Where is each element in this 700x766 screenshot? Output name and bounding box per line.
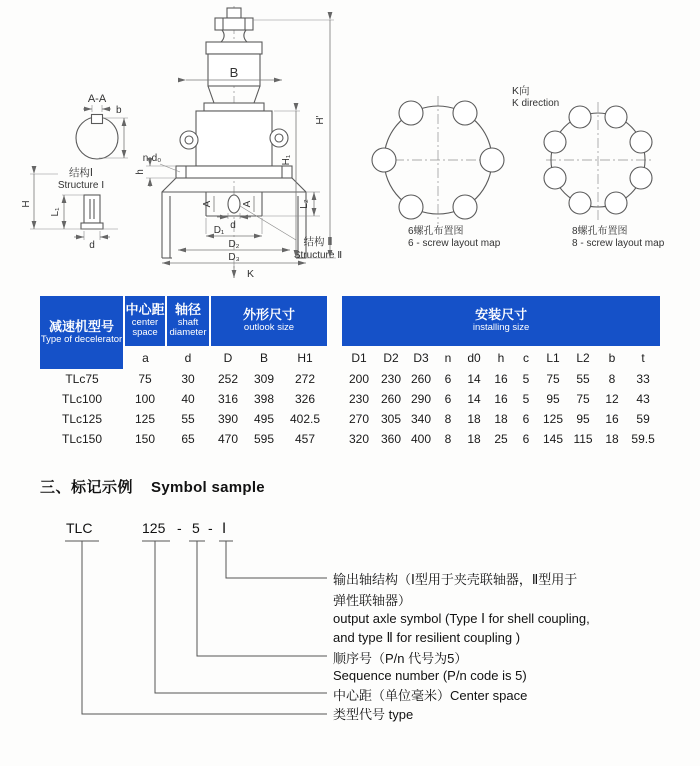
dim-label-d-out: d: [230, 220, 236, 231]
structure1-cn-label: 结构Ⅰ: [68, 167, 94, 179]
table-cell: 40: [181, 392, 195, 406]
table-cell: 340: [411, 412, 432, 426]
table-cell: 260: [381, 392, 402, 406]
subheader-row: [40, 346, 660, 369]
table-cell: 326: [294, 392, 316, 406]
table-cell: 398: [253, 392, 275, 406]
header-center-space: 中心距 center space: [124, 296, 166, 346]
six-screw-label-cn: 6螺孔布置图: [408, 226, 464, 237]
annotation-axle-en-1: output axle symbol (Type Ⅰ for shell coupling,: [333, 611, 590, 626]
table-cell: 115: [573, 432, 593, 446]
dim-label-B: B: [229, 65, 239, 80]
header-outlook-size: 外形尺寸 outlook size: [210, 296, 328, 346]
table-cell: 390: [217, 412, 239, 426]
table-cell: 457: [294, 432, 316, 446]
dim-label-L2: L₂: [299, 199, 310, 209]
model-cell: TLc150: [61, 432, 103, 446]
table-cell: 290: [411, 392, 432, 406]
annotation-axle-cn-2: 弹性联轴器）: [333, 593, 412, 608]
technical-drawing: [0, 0, 700, 292]
table-cell: 470: [217, 432, 239, 446]
k-direction-en: K direction: [512, 98, 560, 109]
annotation-seq-en: Sequence number (P/n code is 5): [333, 668, 527, 683]
symbol-sample-diagram: [0, 500, 700, 762]
table-cell: 59: [636, 412, 650, 426]
code-seq: 5: [192, 520, 200, 536]
table-cell: 305: [381, 412, 402, 426]
table-cell: 95: [546, 392, 560, 406]
shaft-collar: [81, 223, 103, 229]
table-row: [40, 409, 660, 429]
table-cell: 75: [576, 392, 590, 406]
table-row: [40, 389, 660, 409]
model-cell: TLc100: [61, 392, 103, 406]
structure2-cn-label: 结构 Ⅱ: [303, 236, 333, 248]
code-axle: Ⅰ: [222, 520, 227, 536]
table-cell: 230: [349, 392, 370, 406]
table-cell: 8: [608, 372, 616, 386]
table-cell: 309: [253, 372, 275, 386]
keyway-notch: [92, 115, 103, 124]
header-installing-size: 安装尺寸 installing size: [342, 296, 660, 346]
annotation-type: 类型代号 type: [333, 707, 414, 722]
subheader-b: b: [608, 350, 616, 365]
eight-screw-layout: [544, 102, 665, 249]
header-type-cn: 减速机型号: [48, 318, 114, 334]
table-cell: 316: [217, 392, 239, 406]
table-cell: 43: [636, 392, 650, 406]
model-cell: TLc125: [61, 412, 103, 426]
dim-label-d: d: [89, 240, 95, 251]
dim-label-D2: D₂: [228, 239, 240, 250]
subheader-a: a: [142, 350, 149, 365]
subheader-D1: D1: [351, 350, 367, 365]
subheader-d: d: [184, 350, 192, 365]
k-direction-cn: K向: [512, 85, 530, 97]
table-cell: 16: [605, 412, 619, 426]
subheader-L2: L2: [576, 350, 590, 365]
section-title: [40, 476, 265, 497]
table-cell: 5: [522, 392, 530, 406]
table-cell: 6: [444, 392, 452, 406]
table-cell: 95: [576, 412, 590, 426]
table-cell: 230: [381, 372, 402, 386]
subheader-n: n: [444, 350, 452, 365]
subheader-d0: d0: [467, 350, 481, 365]
annotation-seq-cn: 顺序号（P/n 代号为5）: [333, 651, 468, 666]
section-label: A-A: [87, 93, 107, 105]
table-cell: 6: [522, 412, 530, 426]
dim-label-H: H: [21, 200, 32, 208]
table-cell: 400: [411, 432, 432, 446]
table-cell: 18: [467, 432, 481, 446]
subheader-B: B: [259, 350, 268, 365]
model-cell: TLc75: [65, 372, 99, 386]
table-cell: 270: [349, 412, 370, 426]
structure-1-detail: [21, 166, 118, 251]
table-cell: 8: [444, 412, 452, 426]
table-cell: 100: [134, 392, 156, 406]
annotation-axle-en-2: and type Ⅱ for resilient coupling ): [333, 630, 521, 645]
table-cell: 8: [444, 432, 452, 446]
main-assembly: [135, 6, 342, 280]
section-mark-right: A: [242, 200, 253, 208]
table-cell: 55: [181, 412, 195, 426]
dim-label-H-prime: H': [315, 115, 326, 125]
header-type-en: Type of decelerator: [40, 333, 123, 345]
table-cell: 200: [349, 372, 370, 386]
header-shaft-diameter: 轴径 shaft diameter: [166, 296, 210, 346]
section-mark-left: A: [202, 200, 213, 208]
table-cell: 25: [494, 432, 508, 446]
subheader-L1: L1: [546, 350, 560, 365]
shaft-body: [84, 195, 100, 223]
table-cell: 125: [543, 412, 564, 426]
dim-label-H1: H₁: [281, 154, 292, 166]
table-cell: 150: [134, 432, 156, 446]
table-gap: [328, 296, 342, 369]
table-cell: 14: [467, 392, 481, 406]
structure1-en-label: Structure Ⅰ: [57, 180, 105, 191]
table-cell: 33: [636, 372, 650, 386]
table-cell: 260: [411, 372, 432, 386]
table-cell: 18: [467, 412, 481, 426]
table-cell: 12: [605, 392, 619, 406]
annotation-center: 中心距（单位毫米）Center space: [333, 688, 528, 703]
code-center: 125: [142, 520, 166, 536]
subheader-D3: D3: [413, 350, 429, 365]
table-cell: 30: [181, 372, 195, 386]
subheader-c: c: [523, 350, 530, 365]
table-cell: 320: [349, 432, 370, 446]
table-cell: 14: [467, 372, 481, 386]
table-cell: 125: [134, 412, 156, 426]
table-cell: 18: [494, 412, 508, 426]
section-a-a-detail: [76, 93, 128, 159]
structure2-en-label: Structure Ⅱ: [293, 250, 343, 261]
subheader-h: h: [497, 350, 505, 365]
subheader-D: D: [223, 350, 233, 365]
table-cell: 55: [576, 372, 590, 386]
code-type: TLC: [66, 520, 93, 536]
dim-label-L1: L₁: [50, 207, 61, 217]
table-cell: 145: [543, 432, 564, 446]
dim-label-D1: D₁: [213, 225, 225, 236]
table-cell: 5: [522, 372, 530, 386]
table-row: [40, 429, 660, 449]
table-cell: 495: [253, 412, 275, 426]
table-cell: 6: [522, 432, 530, 446]
view-label-K: K: [247, 268, 255, 280]
table-cell: 59.5: [631, 432, 655, 446]
table-cell: 272: [294, 372, 316, 386]
spec-table: [40, 296, 660, 449]
table-row: [40, 369, 660, 389]
dim-label-h: h: [135, 169, 146, 175]
table-cell: 65: [181, 432, 195, 446]
table-cell: 402.5: [289, 412, 321, 426]
table-cell: 16: [494, 392, 508, 406]
code-dash2: -: [208, 520, 213, 536]
eight-screw-label-en: 8 - screw layout map: [572, 238, 665, 249]
subheader-D2: D2: [383, 350, 399, 365]
six-screw-layout: [372, 96, 504, 249]
header-type: [40, 296, 124, 369]
table-cell: 75: [546, 372, 560, 386]
section-title-cn: 三、标记示例: [40, 479, 134, 496]
six-screw-label-en: 6 - screw layout map: [408, 238, 501, 249]
annotation-axle-cn-1: 输出轴结构（Ⅰ型用于夹壳联轴器，Ⅱ型用于: [333, 572, 578, 587]
table-cell: 6: [444, 372, 452, 386]
section-title-en: Symbol sample: [151, 479, 265, 496]
table-cell: 252: [217, 372, 239, 386]
screw-layouts: [372, 84, 665, 249]
dim-label-D3: D₃: [228, 252, 240, 263]
eight-screw-label-cn: 8螺孔布置图: [572, 226, 628, 237]
table-cell: 75: [138, 372, 152, 386]
label-n-d0: n-d₀: [142, 153, 162, 164]
table-cell: 16: [494, 372, 508, 386]
table-cell: 595: [253, 432, 275, 446]
table-cell: 18: [605, 432, 619, 446]
table-cell: 360: [381, 432, 402, 446]
subheader-H1: H1: [297, 350, 313, 365]
code-dash1: -: [177, 520, 182, 536]
dim-label-b: b: [116, 105, 122, 116]
subheader-t: t: [641, 350, 645, 365]
